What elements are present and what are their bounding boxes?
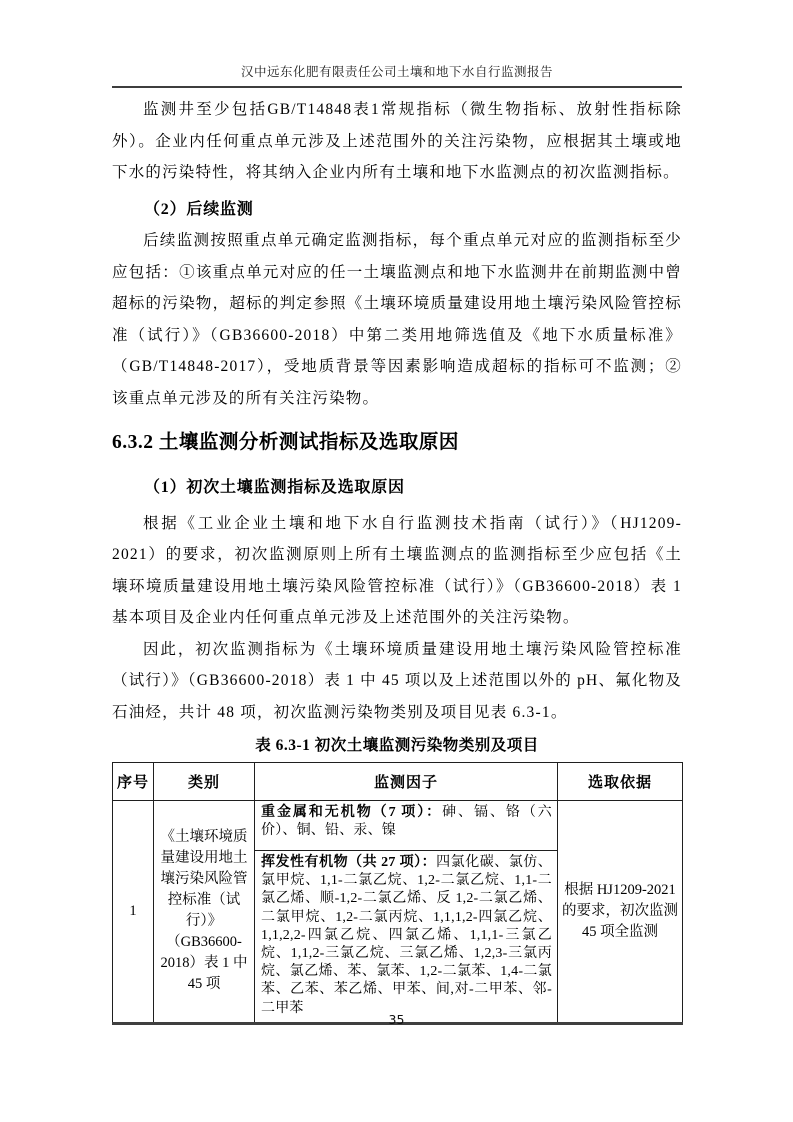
paragraph-initial-scope: 监测井至少包括GB/T14848表1常规指标（微生物指标、放射性指标除外）。企业内任何重点单元涉及上述范围外的关注污染物，应根据其土壤或地下水的污染特性，将其纳入企业内所有土壤和地下水监测点的初次监测指标。: [112, 101, 682, 181]
cell-factors-heavy-metals: [255, 801, 558, 851]
page-number: 35: [388, 1012, 405, 1027]
heading-initial-soil-indicators: （1）初次土壤监测指标及选取原因: [144, 479, 405, 496]
paragraph-conclusion: 因此，初次监测指标为《土壤环境质量建设用地土壤污染风险管控标准（试行）》（GB36600-2018）表 1 中 45 项以及上述范围以外的 pH、氟化物及石油烃，共计 48 项，初次监测污染物类别及项目见表 6.3-1。: [112, 640, 682, 721]
column-header-basis: 选取依据: [558, 763, 683, 801]
column-header-factors: 监测因子: [255, 763, 558, 801]
header-title: 汉中远东化肥有限责任公司土壤和地下水自行监测报告: [240, 65, 553, 79]
factor-label-vocs: 挥发性有机物（共 27 项）：: [261, 855, 437, 870]
cell-factors-vocs: [255, 851, 558, 1024]
heading-section-6-3-2: 6.3.2 土壤监测分析测试指标及选取原因: [112, 432, 459, 453]
cell-seq-number: 1: [113, 801, 154, 1024]
column-header-category: 类别: [154, 763, 255, 801]
paragraph-selection-basis: 根据《工业企业土壤和地下水自行监测技术指南（试行）》（HJ1209-2021）的要求，初次监测原则上所有土壤监测点的监测指标至少应包括《土壤环境质量建设用地土壤污染风险管控标准（试行）》（GB36600-2018）表 1 基本项目及企业内任何重点单元涉及上述范围外的关注污染物。: [112, 514, 682, 626]
cell-category: 《土壤环境质量建设用地土壤污染风险管控标准（试行）》（GB36600-2018）表 1 中 45 项: [154, 801, 255, 1024]
cell-selection-basis: 根据 HJ1209-2021 的要求，初次监测 45 项全监测: [558, 801, 683, 1024]
column-header-seq: 序号: [113, 763, 154, 801]
heading-followup-monitoring: （2）后续监测: [144, 200, 254, 218]
pollutant-category-table: [112, 762, 683, 1025]
factor-items-heavy-metals: 砷、镉、铬（六价）、铜、铅、汞、镍: [261, 805, 552, 839]
paragraph-followup-monitoring: 后续监测按照重点单元确定监测指标，每个重点单元对应的监测指标至少应包括：①该重点单元对应的任一土壤监测点和地下水监测井在前期监测中曾超标的污染物，超标的判定参照《土壤环境质量建设用地土壤污染风险管控标准（试行）》（GB36600-2018）中第二类用地筛选值及《地下水质量标准》（GB/T14848-2017），受地质背景等因素影响造成超标的指标可不监测；②该重点单元涉及的所有关注污染物。: [112, 232, 682, 407]
factor-label-heavy-metals: 重金属和无机物（7 项）：: [261, 805, 443, 820]
page-header: [112, 62, 682, 88]
table-header-row: [113, 763, 683, 801]
document-body: [112, 94, 682, 1025]
table-row: [113, 801, 683, 851]
factor-items-vocs: 四氯化碳、氯仿、氯甲烷、1,1-二氯乙烷、1,2-二氯乙烷、1,1-二氯乙烯、顺-1,2-二氯乙烯、反 1,2-二氯乙烯、二氯甲烷、1,2-二氯丙烷、1,1,1,2-四氯乙烷、1,1,2,2-四氯乙烷、四氯乙烯、1,1,1-三氯乙烷、1,1,2-三氯乙烷、三氯乙烯、1,2,3-三氯丙烷、氯乙烯、苯、氯苯、1,2-二氯苯、1,4-二氯苯、乙苯、苯乙烯、甲苯、间,对-二甲苯、邻-二甲苯: [261, 855, 552, 1016]
table-caption: 表 6.3-1 初次土壤监测污染物类别及项目: [255, 737, 539, 754]
